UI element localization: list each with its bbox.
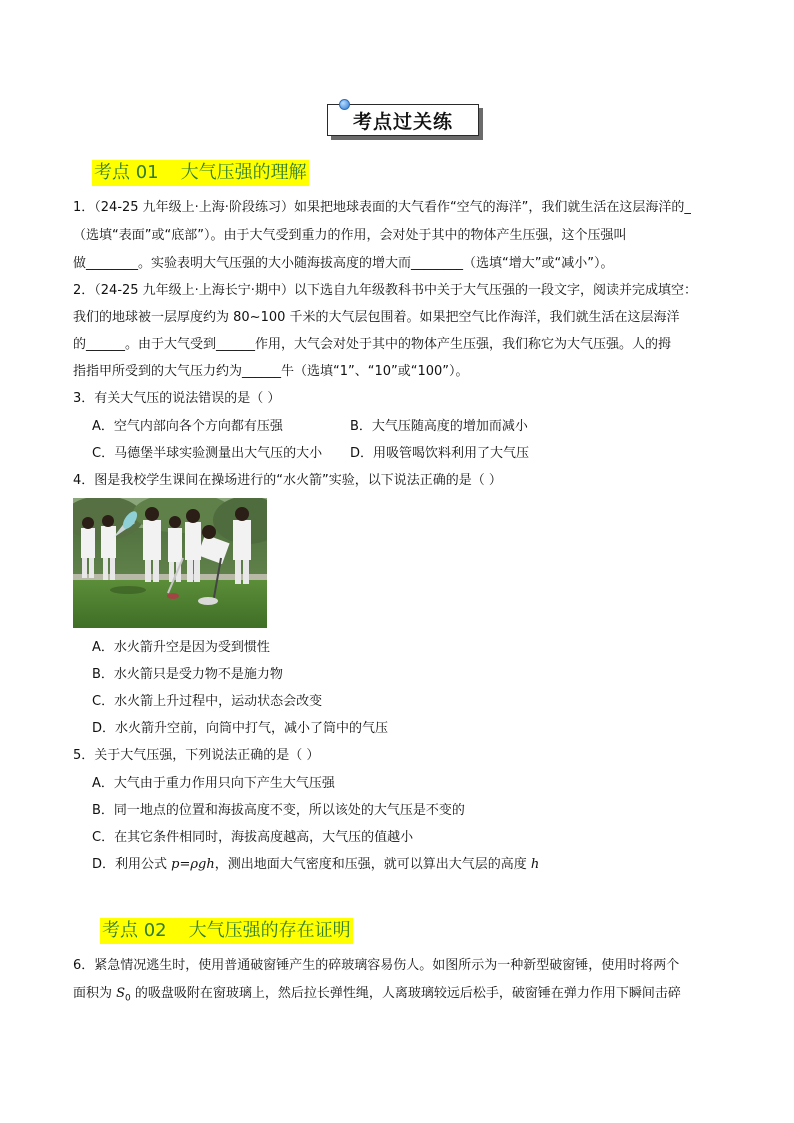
q2-line-2: 我们的地球被一层厚度约为 80~100 千米的大气层包围着。如果把空气比作海洋，我们就生活在这层海洋 [73,310,680,325]
q6-l2-suffix: 的吸盘吸附在窗玻璃上，然后拉长弹性绳，人离玻璃较远后松手，破窗锤在弹力作用下瞬间击碎 [130,986,681,1001]
q5-d-formula: p=ρgh [171,857,215,872]
q4-option-d: D．水火箭升空前，向筒中打气，减小了筒中的气压 [92,721,389,736]
q3-option-a: A．空气内部向各个方向都有压强 [92,419,283,434]
q5-stem: 5．关于大气压强，下列说法正确的是（ ） [73,748,320,763]
water-rocket-photo [73,498,267,628]
q3-option-b: B．大气压随高度的增加而减小 [350,419,528,434]
q2-line-3: 的______。由于大气受到______作用，大气会对处于其中的物体产生压强，我们称它为大气压强。人的拇 [73,337,672,352]
section-code: 考点 01 [94,162,159,183]
section-heading-1 [92,160,309,186]
section-name: 大气压强的理解 [180,162,307,183]
q2-line-4: 指指甲所受到的大气压力约为______牛（选填“1”、“10”或“100”）。 [73,364,469,379]
q3-option-d: D．用吸管喝饮料利用了大气压 [350,446,530,461]
bullet-dot-icon [339,99,350,110]
q3-option-c: C．马德堡半球实验测量出大气压的大小 [92,446,323,461]
q6-area-subscript: 0 [125,993,131,1004]
q2-line-1: 2．（24-25 九年级上·上海长宁·期中）以下选自九年级教科书中关于大气压强的一段文字，阅读并完成填空： [73,283,697,298]
q6-area-symbol: S [116,986,126,1001]
page-title: 考点过关练 [327,104,479,136]
q3-stem: 3．有关大气压的说法错误的是（ ） [73,391,281,406]
q5-option-b: B．同一地点的位置和海拔高度不变，所以该处的大气压是不变的 [92,803,465,818]
q4-stem: 4．图是我校学生课间在操场进行的“水火箭”实验，以下说法正确的是（ ） [73,473,502,488]
q5-option-c: C．在其它条件相同时，海拔高度越高，大气压的值越小 [92,830,414,845]
q6-l2-prefix: 面积为 [73,986,117,1001]
q5-option-a: A．大气由于重力作用只向下产生大气压强 [92,776,335,791]
q5-d-height-symbol: h [530,857,540,872]
section-heading-2 [100,918,353,944]
q5-d-prefix: D．利用公式 [92,857,172,872]
q4-option-b: B．水火箭只是受力物不是施力物 [92,667,283,682]
q6-line-2 [73,986,681,1007]
q1-line-3: 做________。实验表明大气压强的大小随海拔高度的增大而________（选填“增大”或“减小”）。 [73,256,614,271]
q4-option-c: C．水火箭上升过程中，运动状态会改变 [92,694,323,709]
section-code: 考点 02 [102,920,167,941]
q1-line-1: 1．（24-25 九年级上·上海·阶段练习）如果把地球表面的大气看作“空气的海洋”，我们就生活在这层海洋的_ [73,200,691,215]
q6-line-1: 6．紧急情况逃生时，使用普通破窗锤产生的碎玻璃容易伤人。如图所示为一种新型破窗锤，使用时将两个 [73,958,680,973]
q4-option-a: A．水火箭升空是因为受到惯性 [92,640,270,655]
title-block [327,104,485,142]
section-name: 大气压强的存在证明 [188,920,351,941]
q5-d-middle: ，测出地面大气密度和压强，就可以算出大气层的高度 [214,857,531,872]
q5-option-d [92,857,539,873]
q1-line-2: （选填“表面”或“底部”）。由于大气受到重力的作用，会对处于其中的物体产生压强，这个压强叫 [73,228,627,243]
